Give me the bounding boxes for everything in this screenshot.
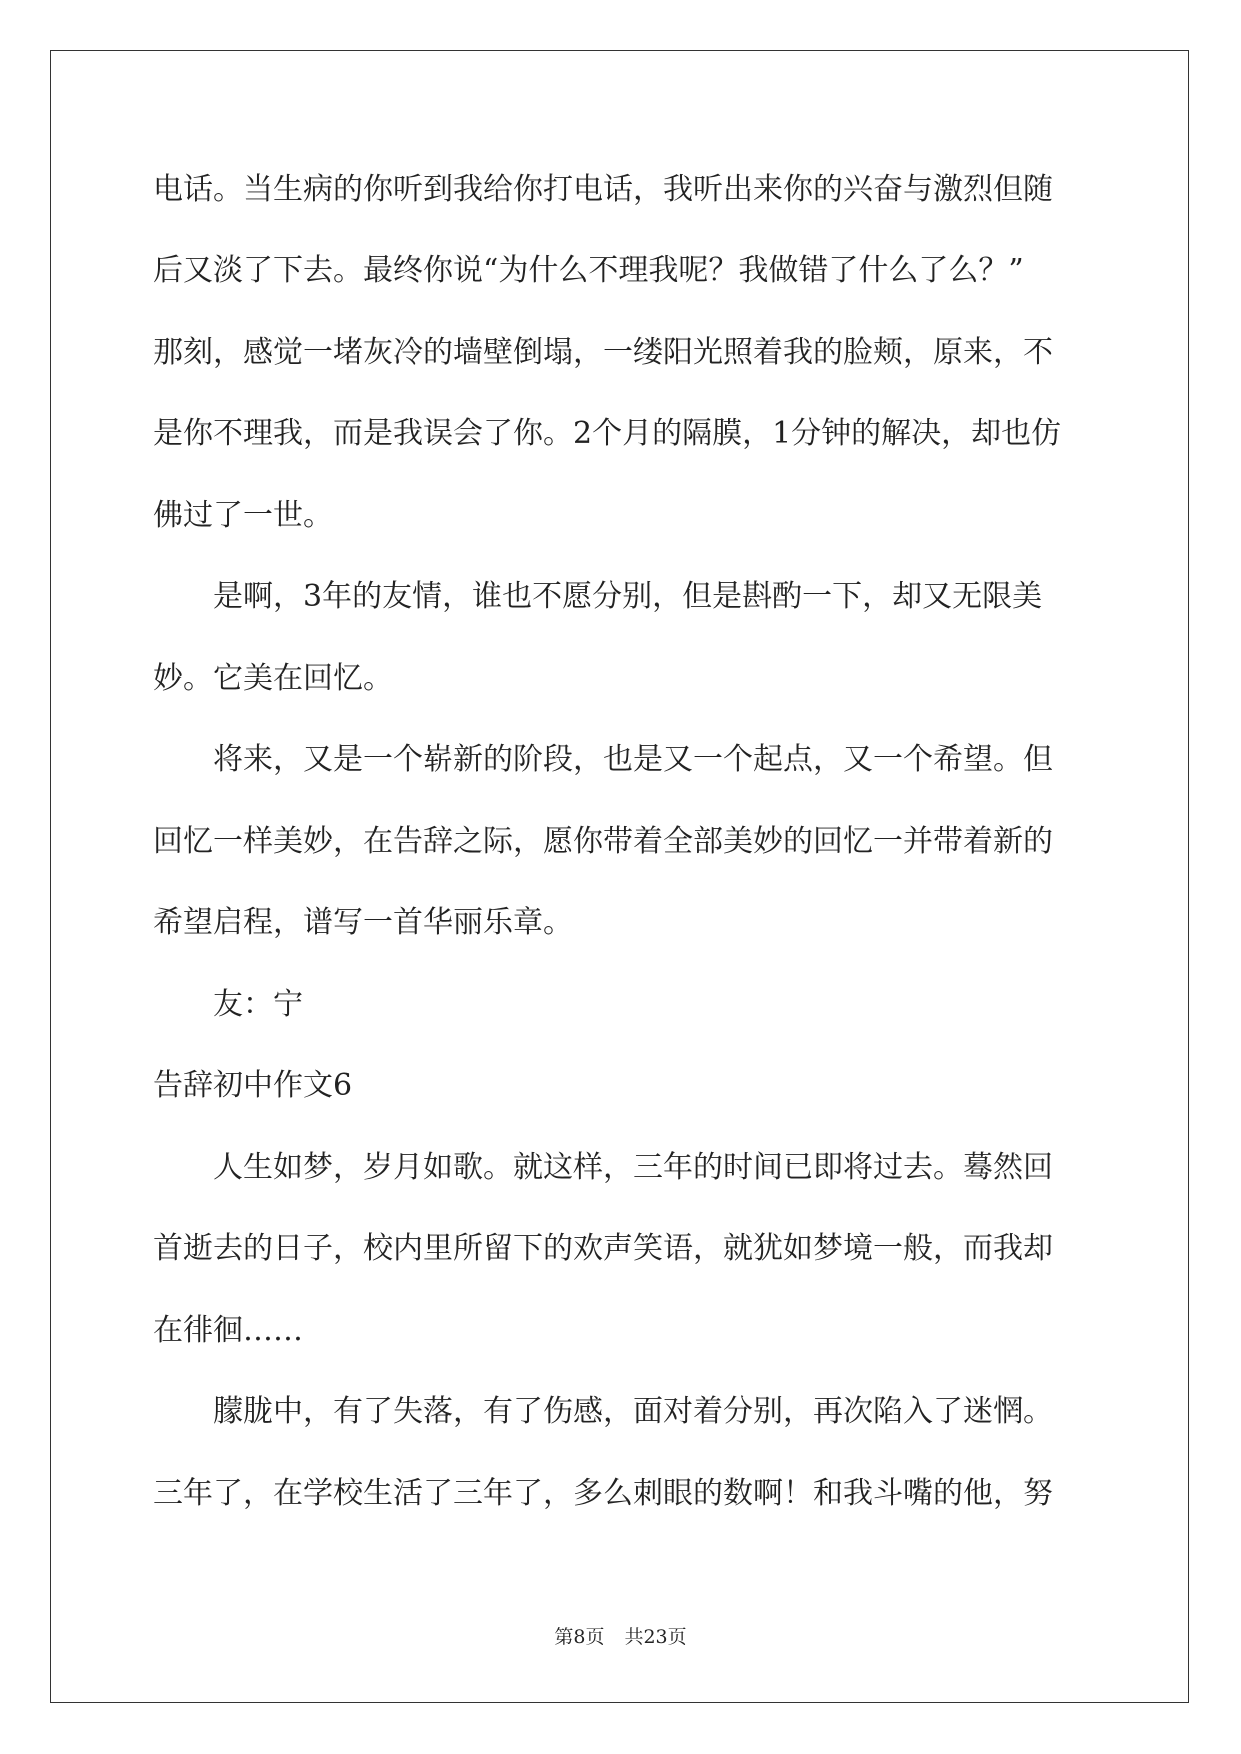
text-line: 希望启程，谱写一首华丽乐章。 (153, 905, 573, 940)
text-line: 后又淡了下去。最终你说“为什么不理我呢？我做错了什么了么？” (153, 253, 1024, 288)
page-border (50, 50, 1189, 1703)
section-heading: 告辞初中作文6 (153, 1068, 353, 1103)
text-line: 是啊，3年的友情，谁也不愿分别，但是斟酌一下，却又无限美 (153, 579, 1043, 614)
text-line: 妙。它美在回忆。 (153, 661, 393, 696)
text-line: 电话。当生病的你听到我给你打电话，我听出来你的兴奋与激烈但随 (153, 172, 1053, 207)
text-line: 人生如梦，岁月如歌。就这样，三年的时间已即将过去。蓦然回 (153, 1150, 1053, 1185)
text-line: 回忆一样美妙，在告辞之际，愿你带着全部美妙的回忆一并带着新的 (153, 824, 1053, 859)
text-line: 佛过了一世。 (153, 498, 333, 533)
text-line: 朦胧中，有了失落，有了伤感，面对着分别，再次陷入了迷惘。 (153, 1394, 1053, 1429)
text-line: 首逝去的日子，校内里所留下的欢声笑语，就犹如梦境一般，而我却 (153, 1231, 1053, 1266)
text-line: 那刻，感觉一堵灰冷的墙壁倒塌，一缕阳光照着我的脸颊，原来，不 (153, 335, 1053, 370)
text-line: 在徘徊…… (153, 1313, 303, 1348)
total-pages: 共23页 (624, 1626, 687, 1648)
text-line: 将来，又是一个崭新的阶段，也是又一个起点，又一个希望。但 (153, 742, 1053, 777)
signature-line: 友：宁 (153, 987, 303, 1022)
text-line: 是你不理我，而是我误会了你。2个月的隔膜，1分钟的解决，却也仿 (153, 416, 1062, 451)
current-page-number: 第8页 (554, 1626, 605, 1648)
text-line: 三年了，在学校生活了三年了，多么刺眼的数啊！和我斗嘴的他，努 (153, 1476, 1053, 1511)
page-footer (0, 1622, 1241, 1649)
